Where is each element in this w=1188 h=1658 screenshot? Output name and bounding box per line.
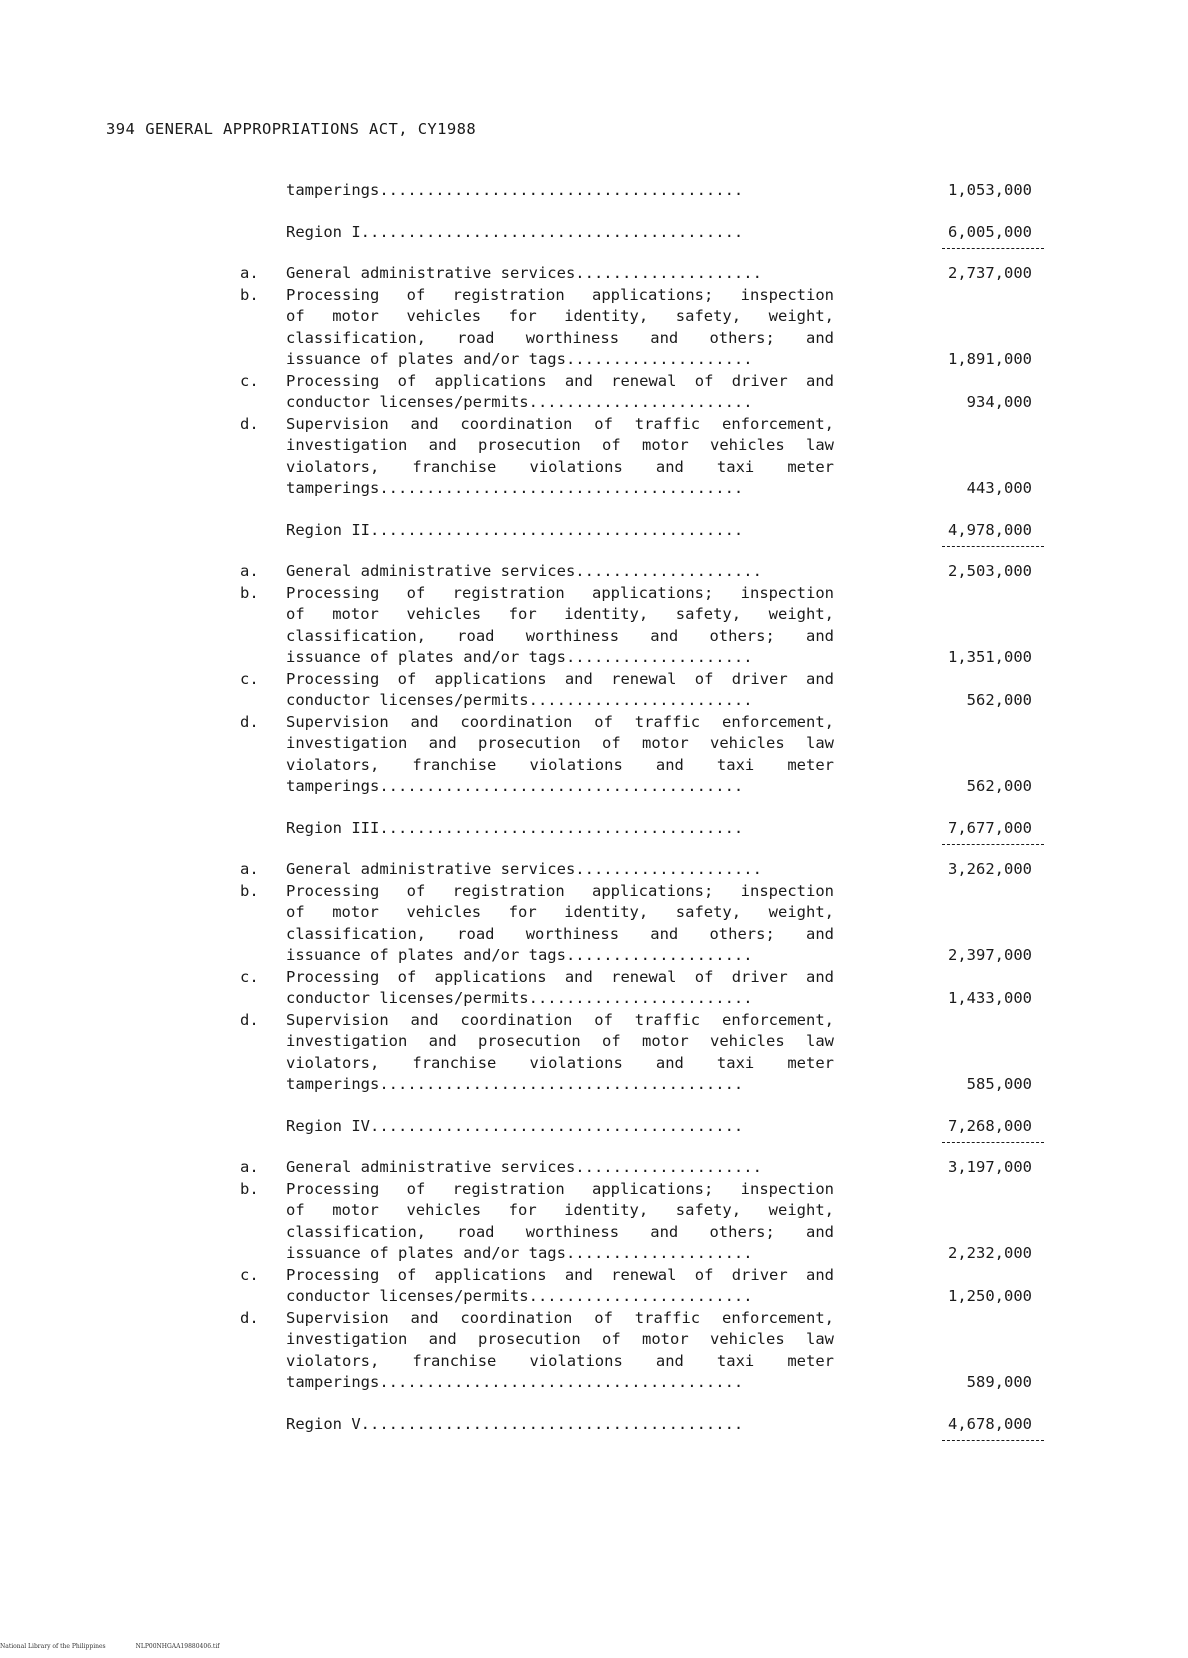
item-amount: 562,000 xyxy=(966,777,1032,795)
description-line: issuance of plates and/or tags.................... xyxy=(286,946,753,964)
description-line: conductor licenses/permits........................ xyxy=(286,393,753,411)
description-line: violators, franchise violations and taxi meter xyxy=(286,457,834,476)
description-line: of motor vehicles for identity, safety, weight, xyxy=(286,605,834,623)
line-item xyxy=(0,1179,1188,1265)
description-line: tamperings....................................... xyxy=(286,1373,744,1391)
item-letter: c. xyxy=(240,1265,259,1284)
line-item xyxy=(0,881,1188,967)
item-amount: 562,000 xyxy=(966,691,1032,709)
item-letter: c. xyxy=(240,669,259,688)
region-total: 6,005,000 xyxy=(948,222,1032,244)
item-amount: 2,397,000 xyxy=(948,946,1032,964)
item-description xyxy=(286,263,834,285)
description-line: Region II........................................ xyxy=(286,520,744,539)
description-line: Supervision and coordination of traffic enforcement, xyxy=(286,1010,834,1029)
description-line: investigation and prosecution of motor vehicles law xyxy=(286,436,834,454)
description-line: General administrative services.................... xyxy=(286,264,762,282)
description-line: classification, road worthiness and others; and xyxy=(286,626,834,645)
description-line: General administrative services.................... xyxy=(286,860,762,878)
item-description xyxy=(286,414,834,500)
description-line: Processing of applications and renewal of driver and xyxy=(286,669,834,688)
document-title: GENERAL APPROPRIATIONS ACT, CY1988 xyxy=(145,120,477,138)
item-letter: b. xyxy=(240,881,259,900)
page-number: 394 xyxy=(106,120,136,138)
description-line: Processing of registration applications; inspection xyxy=(286,881,834,900)
description-line: investigation and prosecution of motor vehicles law xyxy=(286,734,834,752)
item-letter: b. xyxy=(240,285,259,304)
item-description xyxy=(286,712,834,798)
item-description xyxy=(286,371,834,414)
item-amount: 1,891,000 xyxy=(948,350,1032,368)
line-item xyxy=(0,669,1188,712)
description-line: issuance of plates and/or tags.................... xyxy=(286,1244,753,1262)
description-line: conductor licenses/permits........................ xyxy=(286,989,753,1007)
line-item xyxy=(0,1010,1188,1096)
description-line: Processing of applications and renewal of driver and xyxy=(286,967,834,986)
description-line: Processing of registration applications; inspection xyxy=(286,583,834,602)
item-amount: 1,053,000 xyxy=(948,181,1032,199)
region-label xyxy=(286,1414,834,1436)
item-amount: 2,737,000 xyxy=(948,264,1032,282)
description-line: conductor licenses/permits........................ xyxy=(286,691,753,709)
description-line: issuance of plates and/or tags.................... xyxy=(286,648,753,666)
description-line: Region V......................................... xyxy=(286,1414,744,1433)
item-description xyxy=(286,1179,834,1265)
item-letter: d. xyxy=(240,712,259,731)
item-letter: a. xyxy=(240,264,259,282)
item-letter: d. xyxy=(240,414,259,433)
description-line: tamperings....................................... xyxy=(286,777,744,795)
description-line: of motor vehicles for identity, safety, weight, xyxy=(286,307,834,325)
description-line: Region III....................................... xyxy=(286,818,744,837)
line-item xyxy=(0,967,1188,1010)
description-line: Processing of applications and renewal of driver and xyxy=(286,1265,834,1284)
item-amount: 1,433,000 xyxy=(948,989,1032,1007)
line-item xyxy=(0,180,1188,202)
description-line: classification, road worthiness and others; and xyxy=(286,328,834,347)
item-description xyxy=(286,180,834,202)
item-amount: 589,000 xyxy=(966,1373,1032,1391)
item-description xyxy=(286,285,834,371)
item-description xyxy=(286,859,834,881)
page-header xyxy=(106,120,476,138)
item-amount: 3,197,000 xyxy=(948,1158,1032,1176)
description-line: tamperings....................................... xyxy=(286,1075,744,1093)
description-line: of motor vehicles for identity, safety, weight, xyxy=(286,903,834,921)
item-description xyxy=(286,881,834,967)
item-amount: 1,351,000 xyxy=(948,648,1032,666)
region-total: 7,268,000 xyxy=(948,1116,1032,1138)
description-line: Supervision and coordination of traffic enforcement, xyxy=(286,1308,834,1327)
item-letter: d. xyxy=(240,1010,259,1029)
description-line: classification, road worthiness and others; and xyxy=(286,1222,834,1241)
description-line: of motor vehicles for identity, safety, weight, xyxy=(286,1201,834,1219)
description-line: Supervision and coordination of traffic enforcement, xyxy=(286,712,834,731)
line-item xyxy=(0,414,1188,500)
region-total: 7,677,000 xyxy=(948,818,1032,840)
region-total: 4,678,000 xyxy=(948,1414,1032,1436)
item-letter: b. xyxy=(240,1179,259,1198)
description-line: General administrative services.................... xyxy=(286,562,762,580)
line-item xyxy=(0,371,1188,414)
description-line: Supervision and coordination of traffic enforcement, xyxy=(286,414,834,433)
region-row xyxy=(0,520,1188,542)
item-amount: 3,262,000 xyxy=(948,860,1032,878)
scan-footer xyxy=(0,1643,219,1650)
description-line: Processing of registration applications; inspection xyxy=(286,285,834,304)
line-item xyxy=(0,859,1188,881)
description-line: investigation and prosecution of motor vehicles law xyxy=(286,1032,834,1050)
item-amount: 934,000 xyxy=(966,393,1032,411)
item-description xyxy=(286,561,834,583)
line-item xyxy=(0,561,1188,583)
appropriations-list xyxy=(0,180,1188,1435)
description-line: investigation and prosecution of motor vehicles law xyxy=(286,1330,834,1348)
description-line: General administrative services.................... xyxy=(286,1158,762,1176)
region-row xyxy=(0,1414,1188,1436)
item-letter: a. xyxy=(240,1158,259,1176)
description-line: issuance of plates and/or tags.................... xyxy=(286,350,753,368)
description-line: conductor licenses/permits........................ xyxy=(286,1287,753,1305)
region-row xyxy=(0,222,1188,244)
description-line: Region IV........................................ xyxy=(286,1116,744,1135)
line-item xyxy=(0,263,1188,285)
description-line: Region I......................................... xyxy=(286,222,744,241)
line-item xyxy=(0,1157,1188,1179)
item-description xyxy=(286,669,834,712)
description-line: tamperings....................................... xyxy=(286,479,744,497)
description-line: violators, franchise violations and taxi meter xyxy=(286,1053,834,1072)
item-description xyxy=(286,967,834,1010)
item-description xyxy=(286,1308,834,1394)
item-letter: a. xyxy=(240,562,259,580)
item-description xyxy=(286,1265,834,1308)
description-line: Processing of registration applications; inspection xyxy=(286,1179,834,1198)
description-line: Processing of applications and renewal of driver and xyxy=(286,371,834,390)
item-amount: 1,250,000 xyxy=(948,1287,1032,1305)
description-line: violators, franchise violations and taxi meter xyxy=(286,1351,834,1370)
line-item xyxy=(0,583,1188,669)
region-label xyxy=(286,520,834,542)
line-item xyxy=(0,1308,1188,1394)
library-credit: National Library of the Philippines xyxy=(0,1643,106,1650)
description-line: classification, road worthiness and others; and xyxy=(286,924,834,943)
region-row xyxy=(0,1116,1188,1138)
item-description xyxy=(286,1157,834,1179)
region-row xyxy=(0,818,1188,840)
item-amount: 2,232,000 xyxy=(948,1244,1032,1262)
item-description xyxy=(286,1010,834,1096)
item-letter: a. xyxy=(240,860,259,878)
item-amount: 2,503,000 xyxy=(948,562,1032,580)
item-letter: c. xyxy=(240,967,259,986)
item-letter: c. xyxy=(240,371,259,390)
region-label xyxy=(286,222,834,244)
region-label xyxy=(286,1116,834,1138)
item-amount: 585,000 xyxy=(966,1075,1032,1093)
file-name: NLP00NHGAA19880406.tif xyxy=(135,1643,220,1650)
line-item xyxy=(0,712,1188,798)
line-item xyxy=(0,1265,1188,1308)
description-line: tamperings....................................... xyxy=(286,181,744,199)
item-letter: d. xyxy=(240,1308,259,1327)
region-label xyxy=(286,818,834,840)
item-letter: b. xyxy=(240,583,259,602)
region-total: 4,978,000 xyxy=(948,520,1032,542)
line-item xyxy=(0,285,1188,371)
item-amount: 443,000 xyxy=(966,479,1032,497)
item-description xyxy=(286,583,834,669)
description-line: violators, franchise violations and taxi meter xyxy=(286,755,834,774)
